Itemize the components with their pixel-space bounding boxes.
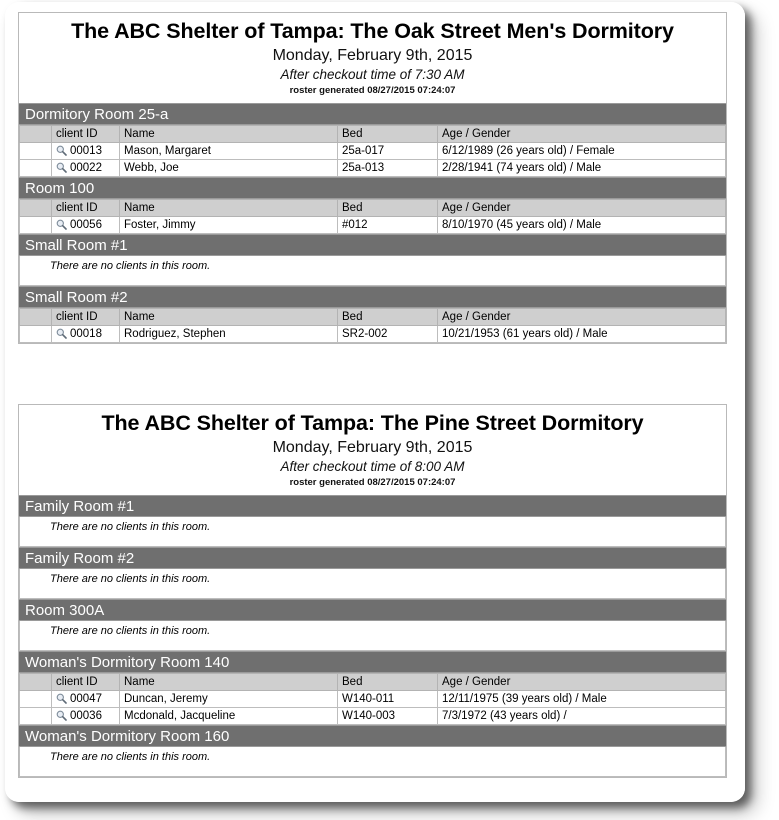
cell-name: Webb, Joe [120,160,338,177]
cell-age-gender: 8/10/1970 (45 years old) / Male [438,217,726,234]
column-header-age-gender: Age / Gender [438,126,726,143]
magnifier-icon[interactable] [56,219,67,230]
report-header [19,405,726,495]
column-header-age-gender: Age / Gender [438,200,726,217]
column-header-client-id: client ID [52,126,120,143]
report-title: The ABC Shelter of Tampa: The Oak Street Men's Dormitory [71,19,674,43]
room-header: Room 300A [19,599,726,621]
table-row[interactable] [20,217,726,234]
room-header: Family Room #2 [19,547,726,569]
report-header [19,13,726,103]
cell-age-gender: 10/21/1953 (61 years old) / Male [438,326,726,343]
empty-room-message: There are no clients in this room. [50,625,211,637]
client-id-value: 00047 [70,693,102,705]
cell-client-id[interactable] [52,160,120,177]
empty-room [19,569,726,599]
table-header-row [20,126,726,143]
row-spacer-cell [20,143,52,160]
table-header-row [20,674,726,691]
row-spacer-cell [20,708,52,725]
cell-client-id[interactable] [52,143,120,160]
column-header-client-id: client ID [52,309,120,326]
roster-table [19,673,726,725]
empty-room-message: There are no clients in this room. [50,521,211,533]
cell-age-gender: 6/12/1989 (26 years old) / Female [438,143,726,160]
client-id-value: 00018 [70,328,102,340]
table-row[interactable] [20,326,726,343]
cell-bed: 25a-017 [338,143,438,160]
cell-age-gender: 7/3/1972 (43 years old) / [438,708,726,725]
cell-name: Rodriguez, Stephen [120,326,338,343]
magnifier-icon[interactable] [56,710,67,721]
magnifier-icon[interactable] [56,693,67,704]
row-spacer-cell [20,326,52,343]
magnifier-icon[interactable] [56,162,67,173]
column-header-name: Name [120,674,338,691]
column-header-client-id: client ID [52,674,120,691]
column-header-client-id: client ID [52,200,120,217]
cell-client-id[interactable] [52,326,120,343]
column-header-bed: Bed [338,126,438,143]
column-header-spacer [20,309,52,326]
column-header-name: Name [120,309,338,326]
row-spacer-cell [20,160,52,177]
table-row[interactable] [20,691,726,708]
roster-table [19,199,726,234]
report-panel-pine-street [18,404,727,778]
empty-room [19,621,726,651]
cell-name: Mcdonald, Jacqueline [120,708,338,725]
report-panel-oak-street [18,12,727,344]
empty-room [19,747,726,777]
cell-name: Mason, Margaret [120,143,338,160]
report-title: The ABC Shelter of Tampa: The Pine Street Dormitory [101,411,644,435]
cell-bed: 25a-013 [338,160,438,177]
column-header-spacer [20,674,52,691]
empty-room [19,517,726,547]
table-header-row [20,309,726,326]
table-row[interactable] [20,143,726,160]
empty-room-message: There are no clients in this room. [50,260,211,272]
report-checkout-time: After checkout time of 8:00 AM [280,459,465,474]
column-header-bed: Bed [338,674,438,691]
report-date: Monday, February 9th, 2015 [272,47,473,64]
report-generated-timestamp: roster generated 08/27/2015 07:24:07 [289,477,456,488]
roster-table [19,308,726,343]
empty-room-message: There are no clients in this room. [50,751,211,763]
column-header-age-gender: Age / Gender [438,674,726,691]
cell-bed: W140-003 [338,708,438,725]
row-spacer-cell [20,217,52,234]
empty-room [19,256,726,286]
report-checkout-time: After checkout time of 7:30 AM [280,67,465,82]
room-header: Small Room #2 [19,286,726,308]
column-header-age-gender: Age / Gender [438,309,726,326]
cell-client-id[interactable] [52,708,120,725]
client-id-value: 00022 [70,162,102,174]
cell-age-gender: 12/11/1975 (39 years old) / Male [438,691,726,708]
cell-bed: #012 [338,217,438,234]
empty-room-message: There are no clients in this room. [50,573,211,585]
report-generated-timestamp: roster generated 08/27/2015 07:24:07 [289,85,456,96]
table-row[interactable] [20,160,726,177]
cell-name: Foster, Jimmy [120,217,338,234]
client-id-value: 00013 [70,145,102,157]
room-header: Dormitory Room 25-a [19,103,726,125]
magnifier-icon[interactable] [56,328,67,339]
room-header: Woman's Dormitory Room 160 [19,725,726,747]
column-header-bed: Bed [338,309,438,326]
column-header-spacer [20,126,52,143]
roster-table [19,125,726,177]
column-header-spacer [20,200,52,217]
column-header-name: Name [120,126,338,143]
room-header: Room 100 [19,177,726,199]
table-header-row [20,200,726,217]
client-id-value: 00036 [70,710,102,722]
table-row[interactable] [20,708,726,725]
cell-bed: SR2-002 [338,326,438,343]
cell-client-id[interactable] [52,691,120,708]
cell-client-id[interactable] [52,217,120,234]
column-header-bed: Bed [338,200,438,217]
report-date: Monday, February 9th, 2015 [272,439,473,456]
report-card [5,2,745,802]
room-header: Family Room #1 [19,495,726,517]
magnifier-icon[interactable] [56,145,67,156]
row-spacer-cell [20,691,52,708]
cell-bed: W140-011 [338,691,438,708]
cell-age-gender: 2/28/1941 (74 years old) / Male [438,160,726,177]
room-header: Small Room #1 [19,234,726,256]
column-header-name: Name [120,200,338,217]
client-id-value: 00056 [70,219,102,231]
report-card-inner [5,2,745,802]
cell-name: Duncan, Jeremy [120,691,338,708]
room-header: Woman's Dormitory Room 140 [19,651,726,673]
